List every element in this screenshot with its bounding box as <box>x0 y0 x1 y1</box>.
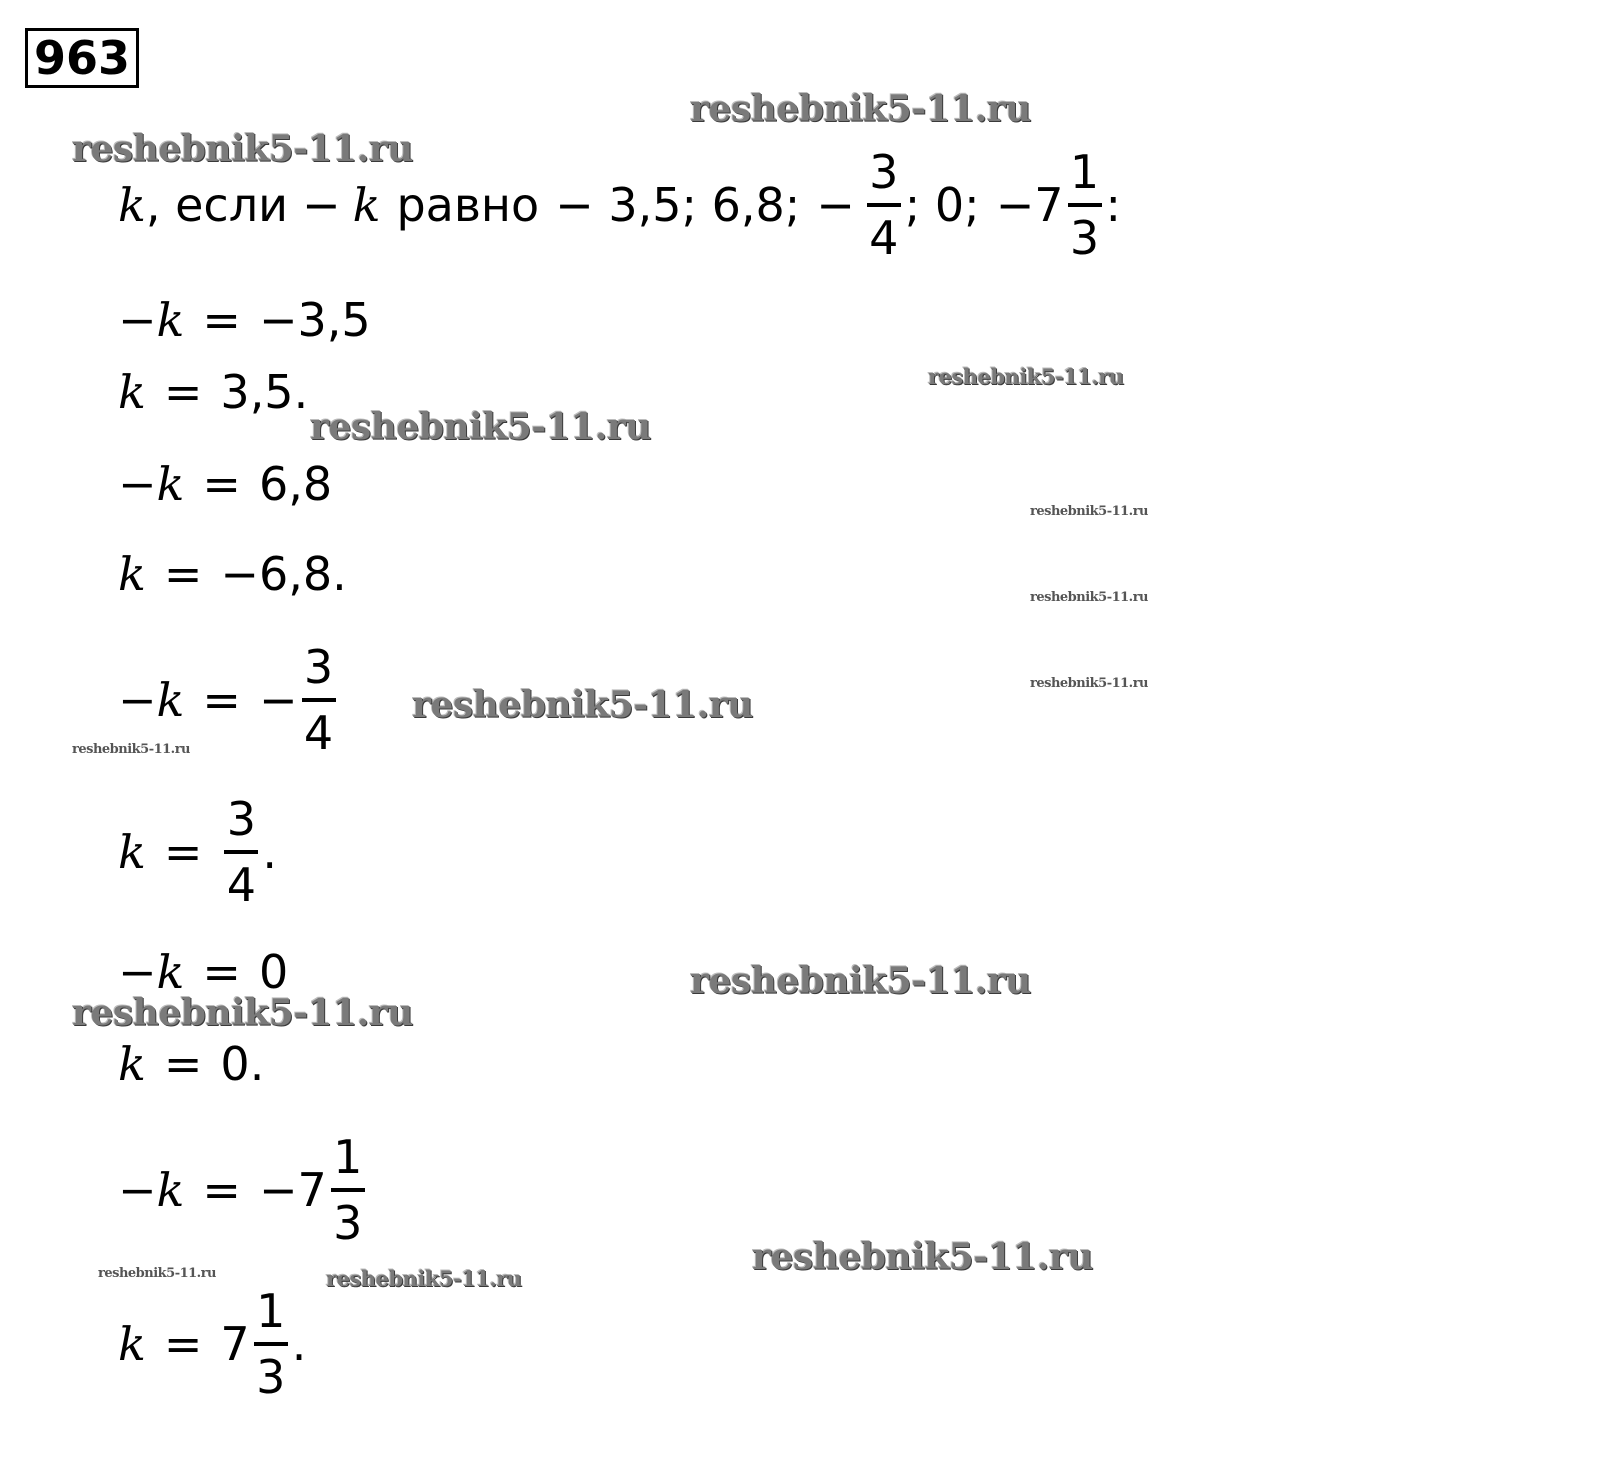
solution-line-3 <box>118 456 332 512</box>
watermark: reshebnik5-11.ru <box>690 960 1031 1002</box>
equals-sign: = <box>202 673 241 727</box>
watermark: reshebnik5-11.ru <box>752 1236 1093 1278</box>
watermark: reshebnik5-11.ru <box>72 128 413 170</box>
equation-rhs: 3,5. <box>220 365 309 419</box>
fraction-denominator: 4 <box>869 211 899 265</box>
solution-line-10 <box>118 1282 306 1406</box>
equation-lhs: −k <box>118 293 185 347</box>
statement-variable-2: k <box>352 178 381 232</box>
watermark: reshebnik5-11.ru <box>72 992 413 1034</box>
solution-line-6 <box>118 790 277 914</box>
equation-lhs: −k <box>118 673 185 727</box>
equation-lhs: −k <box>118 457 185 511</box>
equation-rhs-suffix: . <box>291 1317 307 1371</box>
fraction-numerator: 3 <box>226 792 257 846</box>
equals-sign: = <box>163 1317 203 1371</box>
fraction-denominator: 4 <box>303 706 334 760</box>
watermark: reshebnik5-11.ru <box>1030 504 1149 519</box>
equation-rhs-prefix: − <box>258 673 298 727</box>
equation-rhs: −3,5 <box>258 293 371 347</box>
watermark: reshebnik5-11.ru <box>1030 676 1149 691</box>
equals-sign: = <box>163 365 203 419</box>
task-number-box: 963 <box>25 28 139 88</box>
equation-lhs: k <box>118 825 146 879</box>
watermark: reshebnik5-11.ru <box>98 1266 217 1281</box>
solution-line-1 <box>118 292 371 348</box>
equation-rhs: 6,8 <box>258 457 333 511</box>
equation-rhs-fraction <box>224 792 258 912</box>
solution-line-8 <box>118 1036 264 1092</box>
statement-minus: − <box>302 178 341 232</box>
watermark: reshebnik5-11.ru <box>412 684 753 726</box>
fraction-denominator: 3 <box>1069 211 1100 265</box>
statement-fraction-2 <box>1068 145 1102 265</box>
statement-equals-text: равно <box>396 178 540 232</box>
statement-minus-2: − <box>816 178 855 232</box>
fraction-denominator: 3 <box>333 1196 363 1250</box>
equation-rhs-fraction <box>254 1284 288 1404</box>
equation-rhs-prefix: −7 <box>258 1163 327 1217</box>
fraction-numerator: 1 <box>256 1284 286 1338</box>
equation-lhs: k <box>118 365 146 419</box>
statement-if-text: , если <box>145 178 289 232</box>
watermark: reshebnik5-11.ru <box>310 406 651 448</box>
watermark: reshebnik5-11.ru <box>326 1266 522 1291</box>
equation-rhs: 0. <box>220 1037 265 1091</box>
statement-mixed-whole: −7 <box>995 178 1064 232</box>
watermark: reshebnik5-11.ru <box>690 88 1031 130</box>
equation-rhs: 0 <box>258 945 289 999</box>
equation-rhs-fraction <box>331 1130 365 1250</box>
equation-lhs: −k <box>118 945 185 999</box>
solution-line-4 <box>118 546 347 602</box>
equals-sign: = <box>163 825 203 879</box>
solution-line-9 <box>118 1128 369 1252</box>
watermark: reshebnik5-11.ru <box>928 364 1124 389</box>
equation-lhs: k <box>118 547 146 601</box>
equation-rhs-fraction <box>302 640 336 760</box>
equals-sign: = <box>202 1163 241 1217</box>
fraction-numerator: 1 <box>333 1130 363 1184</box>
fraction-denominator: 4 <box>226 858 257 912</box>
statement-colon: : <box>1105 178 1121 232</box>
fraction-numerator: 3 <box>303 640 334 694</box>
statement-values-2: ; 0; <box>904 178 980 232</box>
equals-sign: = <box>202 457 241 511</box>
fraction-numerator: 1 <box>1069 145 1100 199</box>
equation-lhs: k <box>118 1317 146 1371</box>
fraction-numerator: 3 <box>869 145 899 199</box>
statement-fraction-1 <box>867 145 901 265</box>
equals-sign: = <box>202 945 241 999</box>
watermark: reshebnik5-11.ru <box>1030 590 1149 605</box>
equation-rhs-suffix: . <box>262 825 278 879</box>
statement-values-1: − 3,5; 6,8; <box>555 178 801 232</box>
equation-rhs: −6,8. <box>220 547 347 601</box>
equals-sign: = <box>202 293 241 347</box>
equation-rhs-prefix: 7 <box>220 1317 250 1371</box>
equals-sign: = <box>163 547 203 601</box>
equation-lhs: −k <box>118 1163 185 1217</box>
statement-variable: k <box>118 178 146 232</box>
equation-lhs: k <box>118 1037 146 1091</box>
watermark: reshebnik5-11.ru <box>72 742 191 757</box>
equals-sign: = <box>163 1037 203 1091</box>
solution-line-2 <box>118 364 308 420</box>
fraction-denominator: 3 <box>256 1350 286 1404</box>
